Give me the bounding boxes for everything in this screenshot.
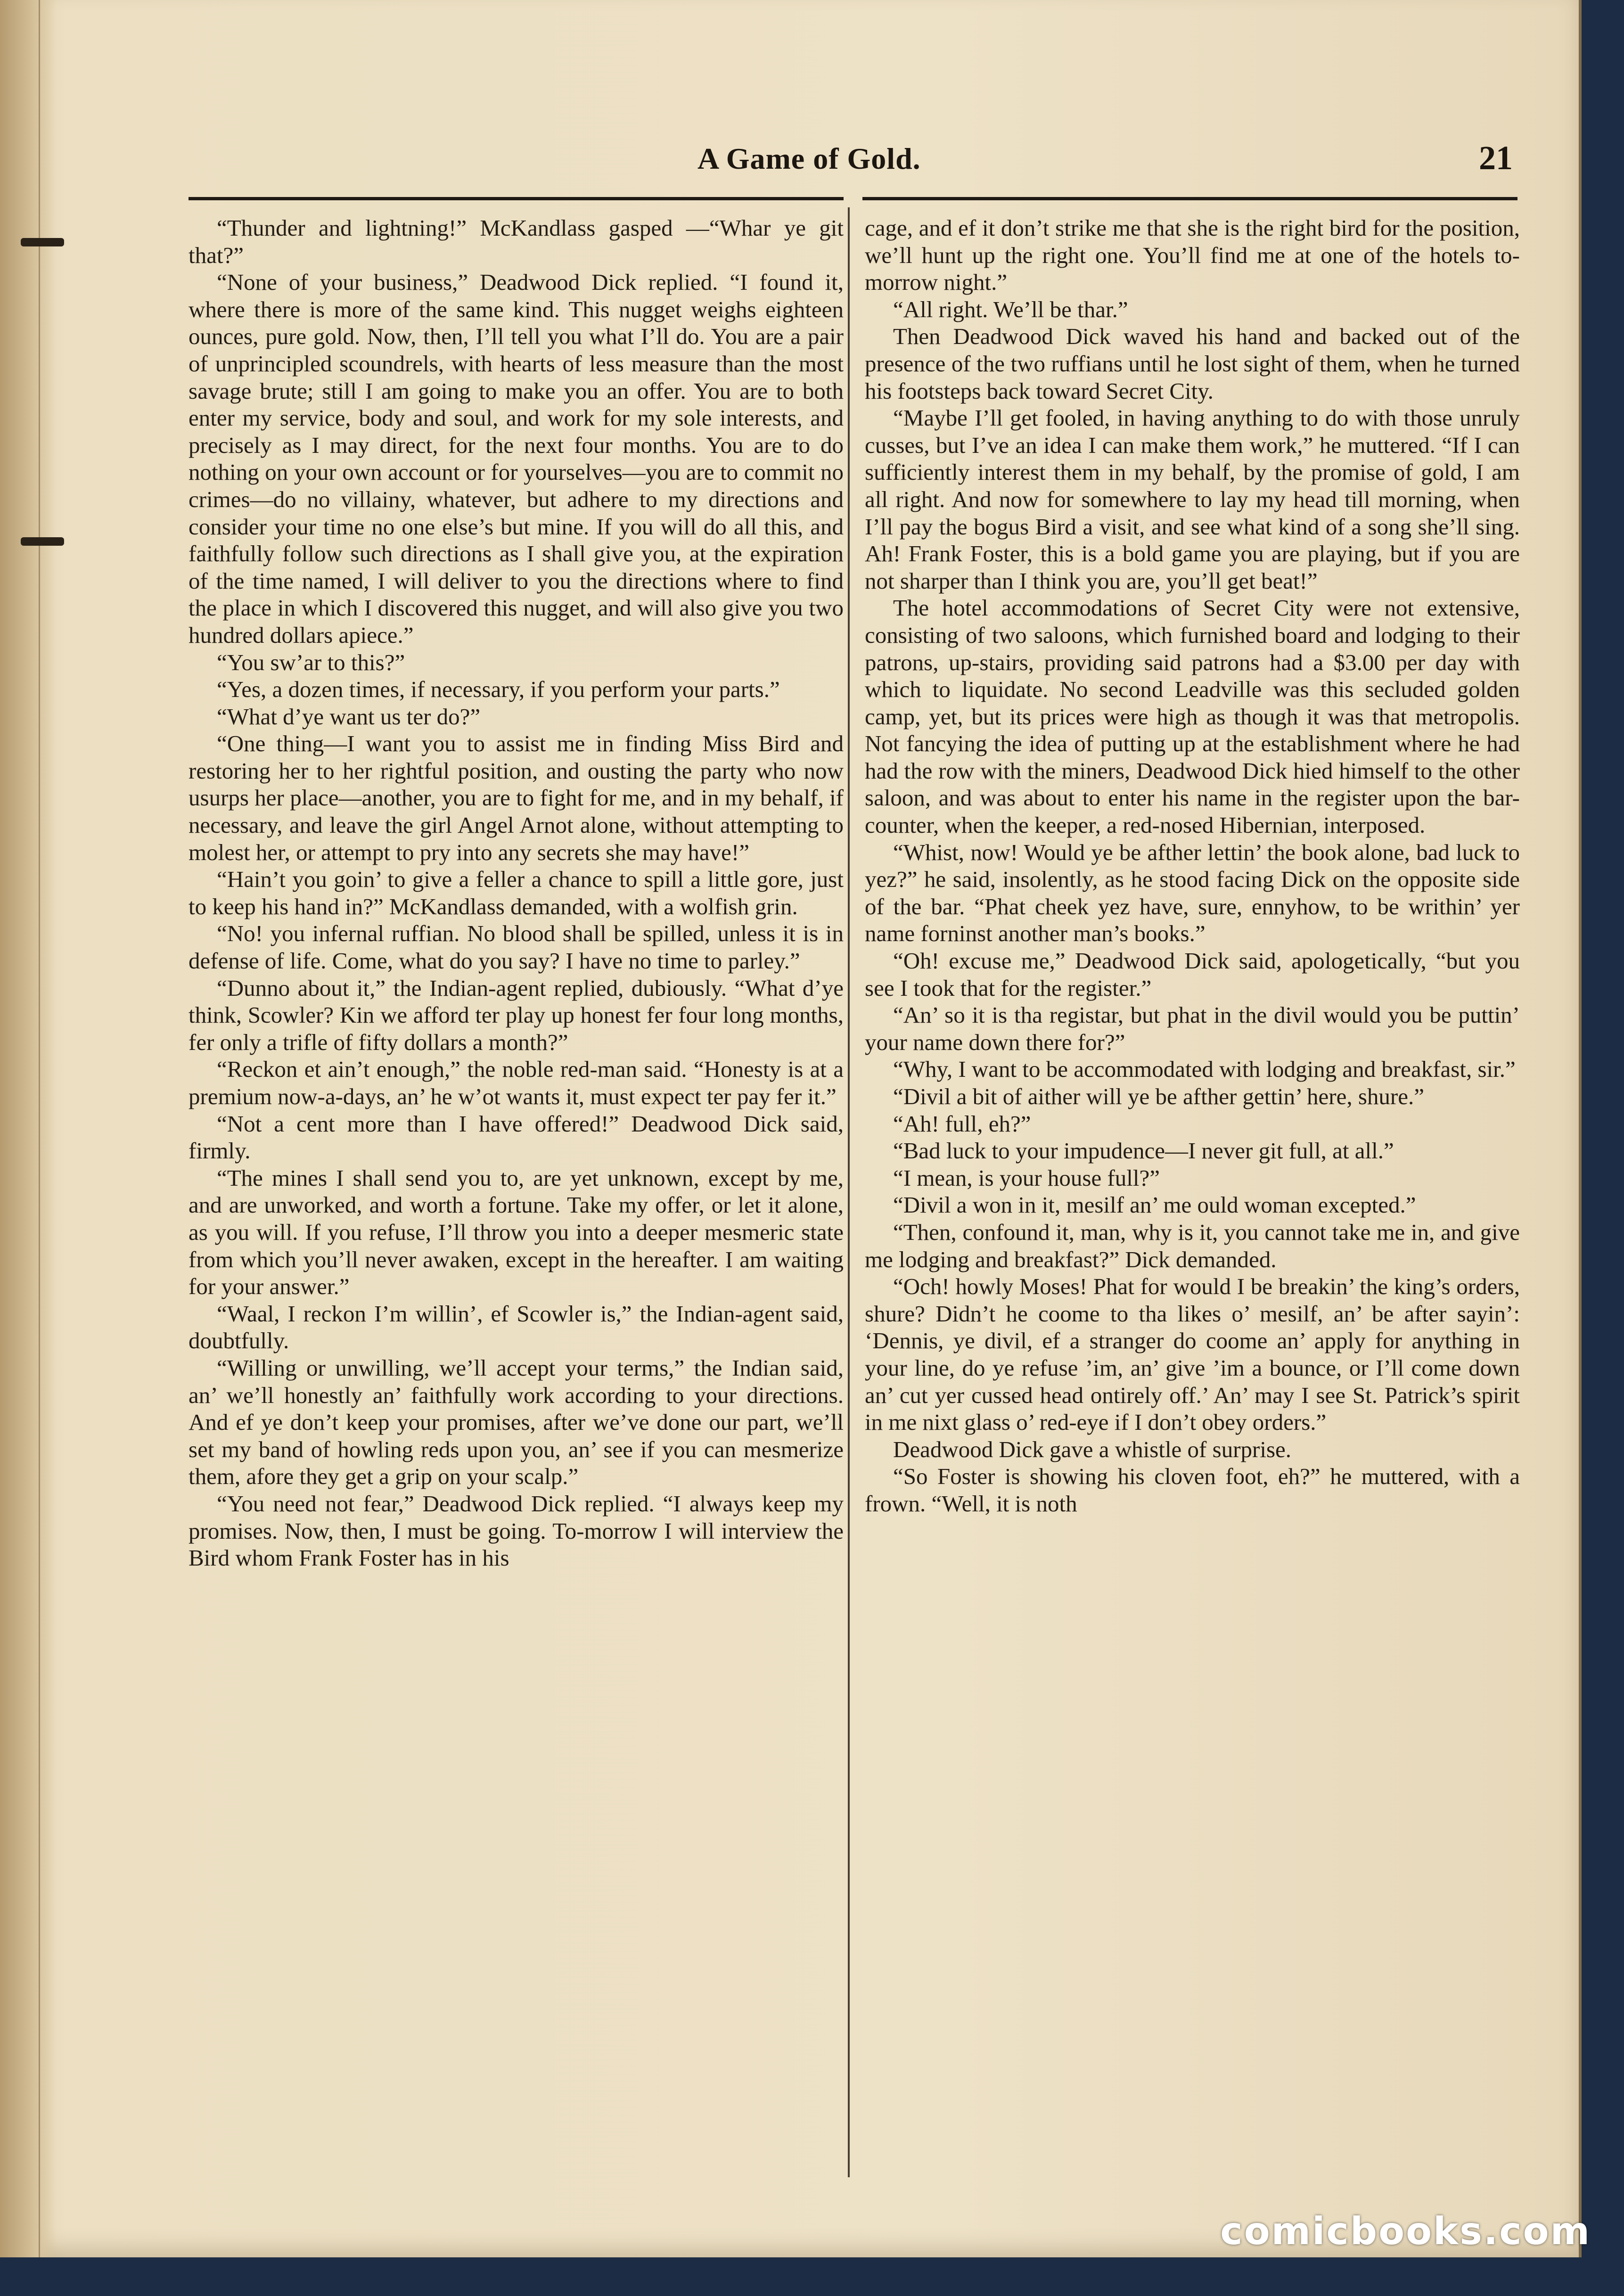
paragraph-continuation: cage, and ef it don’t strike me that she is the right bird for the position, we’ll hunt up the right one. You’ll find me at one of the hotels to-morrow night.” (865, 215, 1520, 295)
column-divider (848, 207, 850, 2177)
paragraph: “Waal, I reckon I’m willin’, ef Scowler is,” the Indian-agent said, doubtfully. (189, 1300, 844, 1354)
right-column (865, 214, 1520, 1517)
paragraph: Deadwood Dick gave a whistle of surprise. (893, 1436, 1292, 1462)
paragraph: “Bad luck to your impudence—I never git full, at all.” (893, 1138, 1394, 1164)
paragraph: “You need not fear,” Deadwood Dick replied. “I always keep my promises. Now, then, I must be going. To-morrow I will interview the Bird whom Frank Foster has in his (189, 1490, 844, 1571)
left-column (189, 214, 844, 1572)
paragraph: “I mean, is your house full?” (893, 1164, 1160, 1191)
paragraph: “The mines I shall send you to, are yet unknown, except by me, and are unworked, and worth a fortune. Take my offer, or let it alone, as you will. If you refuse, I’ll throw you into a deeper mesmeric state from which you’ll never awaken, except in the hereafter. I am waiting for your answer.” (189, 1164, 844, 1300)
paragraph: “Then, confound it, man, why is it, you cannot take me in, and give me lodging and breakfast?” Dick demanded. (865, 1219, 1520, 1272)
paragraph: “All right. We’ll be thar.” (893, 296, 1128, 322)
paragraph: Then Deadwood Dick waved his hand and backed out of the presence of the two ruffians until he lost sight of them, when he turned his footsteps back toward Secret City. (865, 323, 1520, 404)
site-watermark: comicbooks.com (1220, 2209, 1591, 2253)
paragraph: The hotel accommodations of Secret City were not extensive, consisting of two saloons, which furnished board and lodging to their patrons, up-stairs, providing said patrons had a $3.00 per day with which to liquidate. No second Leadville was this secluded golden camp, yet, but its prices were high as though it was that metropolis. Not fancying the idea of putting up at the establishment where he had had the row with the miners, Deadwood Dick hied himself to the other saloon, and was about to enter his name in the register upon the bar-counter, when the keeper, a red-nosed Hibernian, interposed. (865, 595, 1520, 838)
binding-staple-bottom (21, 537, 64, 546)
paragraph: “Not a cent more than I have offered!” Deadwood Dick said, firmly. (189, 1110, 844, 1164)
paragraph: “You sw’ar to this?” (217, 649, 405, 675)
paragraph: “Hain’t you goin’ to give a feller a chance to spill a little gore, just to keep his hand in?” McKandlass demanded, with a wolfish grin. (189, 866, 844, 919)
paragraph: “Dunno about it,” the Indian-agent replied, dubiously. “What d’ye think, Scowler? Kin we afford ter play up honest fer four long months, fer only a trifle of fifty dollars a month?” (189, 975, 844, 1055)
paragraph: “Reckon et ain’t enough,” the noble red-man said. “Honesty is at a premium now-a-days, an’ he w’ot wants it, must expect ter pay fer it.” (189, 1056, 844, 1109)
paragraph: “One thing—I want you to assist me in finding Miss Bird and restoring her to her rightful position, and ousting the party who now usurps her place—another, you are to fight for me, and in my behalf, if necessary, and leave the girl Angel Arnot alone, without attempting to molest her, or attempt to pry into any secrets she may have!” (189, 730, 844, 865)
paragraph: “Willing or unwilling, we’ll accept your terms,” the Indian said, an’ we’ll honestly an’ faithfully work according to your directions. And ef ye don’t keep your promises, after we’ve done our part, we’ll set my band of howling reds upon you, an’ see if you can mesmerize them, afore they get a grip on your scalp.” (189, 1354, 844, 1490)
paragraph: “None of your business,” Deadwood Dick replied. “I found it, where there is more of the same kind. This nugget weighs eighteen ounces, pure gold. Now, then, I’ll tell you what I’ll do. You are a pair of unprincipled scoundrels, with hearts of less measure than the most savage brute; still I am going to make you an offer. You are to both enter my service, body and soul, and work for my sole interests, and precisely as I may direct, for the next four months. You are to do nothing on your own account or for yourselves—you are to commit no crimes—do no villainy, whatever, but adhere to my directions and consider your time no one else’s but mine. If you will do all this, and faithfully follow such directions as I shall give you, at the expiration of the time named, I will deliver to you the directions where to find the place in which I discovered this nugget, and will also give you two hundred dollars apiece.” (189, 269, 844, 648)
paragraph: “Oh! excuse me,” Deadwood Dick said, apologetically, “but you see I took that for the register.” (865, 948, 1520, 1001)
paragraph: “Maybe I’ll get fooled, in having anything to do with those unruly cusses, but I’ve an idea I can make them work,” he muttered. “If I can sufficiently interest them in my behalf, by the promise of gold, I am all right. And now for somewhere to lay my head till morning, when I’ll pay the bogus Bird a visit, and see what kind of a song she’ll sing. Ah! Frank Foster, this is a bold game you are playing, but if you are not sharper than I think you are, you’ll get beat!” (865, 405, 1520, 594)
page-gutter (0, 0, 57, 2257)
paragraph: “Divil a bit of aither will ye be afther gettin’ here, shure.” (893, 1083, 1424, 1109)
paragraph: “What d’ye want us ter do?” (217, 703, 481, 730)
header-rule-left (189, 197, 844, 200)
paragraph: “Yes, a dozen times, if necessary, if you perform your parts.” (217, 676, 780, 703)
paragraph: “An’ so it is tha registar, but phat in the divil would you be puttin’ your name down there for?” (865, 1002, 1520, 1055)
gutter-fold-line (39, 0, 40, 2257)
header-rule-right (862, 197, 1517, 200)
paragraph: “Ah! full, eh?” (893, 1110, 1031, 1137)
paragraph: “Thunder and lightning!” McKandlass gasped —“Whar ye git that?” (189, 215, 844, 268)
paragraph: “Divil a won in it, mesilf an’ me ould woman excepted.” (893, 1192, 1416, 1218)
paragraph: “Why, I want to be accommodated with lodging and breakfast, sir.” (893, 1056, 1516, 1082)
paragraph: “So Foster is showing his cloven foot, eh?” he muttered, with a frown. “Well, it is noth (865, 1463, 1520, 1517)
running-title: A Game of Gold. (697, 142, 921, 175)
paragraph: “Whist, now! Would ye be afther lettin’ the book alone, bad luck to yez?” he said, insolently, as he stood facing Dick on the opposite side of the bar. “Phat cheek yez have, sure, ennyhow, to be writhin’ yer name forninst another man’s books.” (865, 839, 1520, 947)
page-header (189, 132, 1517, 184)
paragraph: “No! you infernal ruffian. No blood shall be spilled, unless it is in defense of life. Come, what do you say? I have no time to parley.” (189, 920, 844, 974)
page-number: 21 (1479, 139, 1513, 177)
paragraph: “Och! howly Moses! Phat for would I be breakin’ the king’s orders, shure? Didn’t he coome to tha likes o’ mesilf, an’ be after sayin’: ‘Dennis, ye divil, ef a stranger do coome an’ apply for anything in your line, do ye refuse ’im, an’ give ’im a bounce, or I’ll come down an’ cut yer cussed head ontirely off.’ An’ may I see St. Patrick’s spirit in me nixt glass o’ red-eye if I don’t obey orders.” (865, 1273, 1520, 1435)
binding-staple-top (21, 238, 64, 246)
